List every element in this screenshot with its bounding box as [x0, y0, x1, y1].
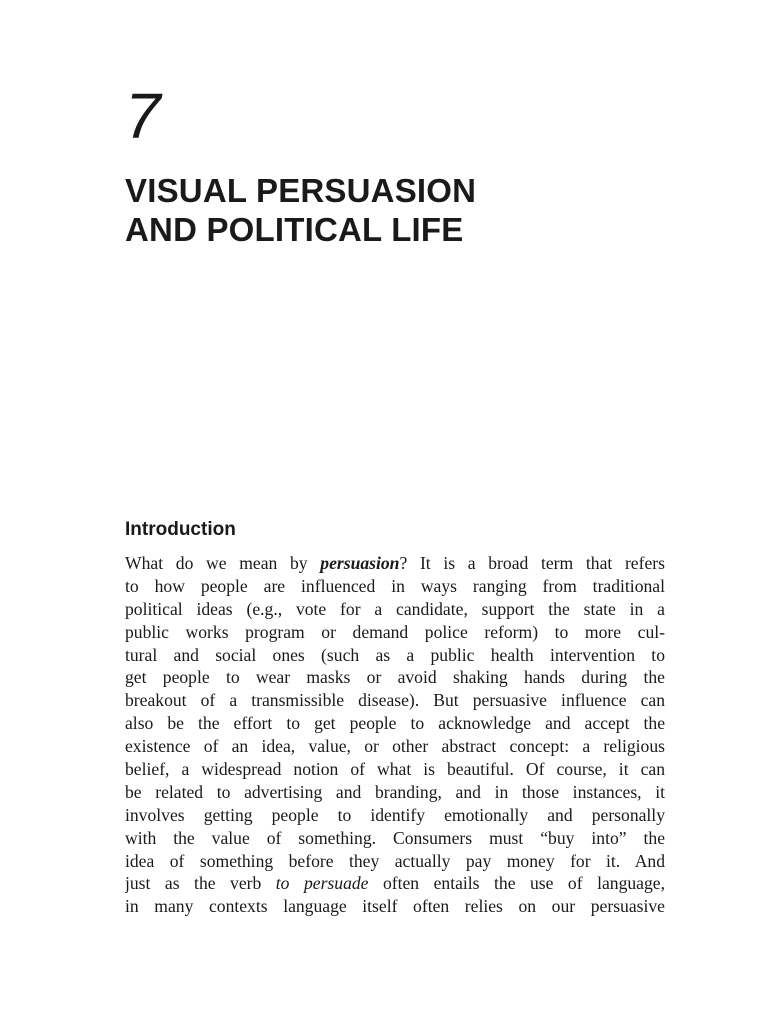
paragraph-line: get people to wear masks or avoid shaking hands during the [125, 667, 665, 688]
paragraph-line: just as the verb to persuade often entails the use of language, [125, 873, 665, 894]
section-heading: Introduction [125, 519, 236, 540]
paragraph-line: What do we mean by persuasion? It is a broad term that refers [125, 553, 665, 573]
paragraph-line: breakout of a transmissible disease). But persuasive influence can [125, 690, 665, 711]
emphasized-term: persuasion [320, 553, 400, 573]
paragraph-line: in many contexts language itself often relies on our persuasive [125, 896, 665, 917]
paragraph-line: with the value of something. Consumers must “buy into” the [125, 827, 665, 848]
paragraph-line: also be the effort to get people to acknowledge and accept the [125, 713, 665, 734]
paragraph-line: to how people are influenced in ways ranging from traditional [125, 575, 665, 596]
paragraph-line: existence of an idea, value, or other abstract concept: a religious [125, 736, 665, 757]
paragraph-line: tural and social ones (such as a public health intervention to [125, 644, 665, 665]
paragraph-line: idea of something before they actually pay money for it. And [125, 850, 665, 871]
chapter-title-line-2: AND POLITICAL LIFE [125, 211, 464, 248]
italic-phrase: to persuade [275, 873, 369, 894]
paragraph-line: involves getting people to identify emotionally and personally [125, 804, 665, 825]
chapter-title-line-1: VISUAL PERSUASION [125, 172, 477, 209]
paragraph-line: be related to advertising and branding, and in those instances, it [125, 781, 665, 802]
chapter-title [125, 171, 685, 249]
chapter-number: 7 [125, 80, 161, 152]
paragraph-line: belief, a widespread notion of what is beautiful. Of course, it can [125, 759, 665, 780]
paragraph-line: political ideas (e.g., vote for a candidate, support the state in a [125, 598, 665, 619]
body-paragraph [125, 552, 665, 918]
paragraph-line: public works program or demand police reform) to more cul- [125, 621, 665, 642]
